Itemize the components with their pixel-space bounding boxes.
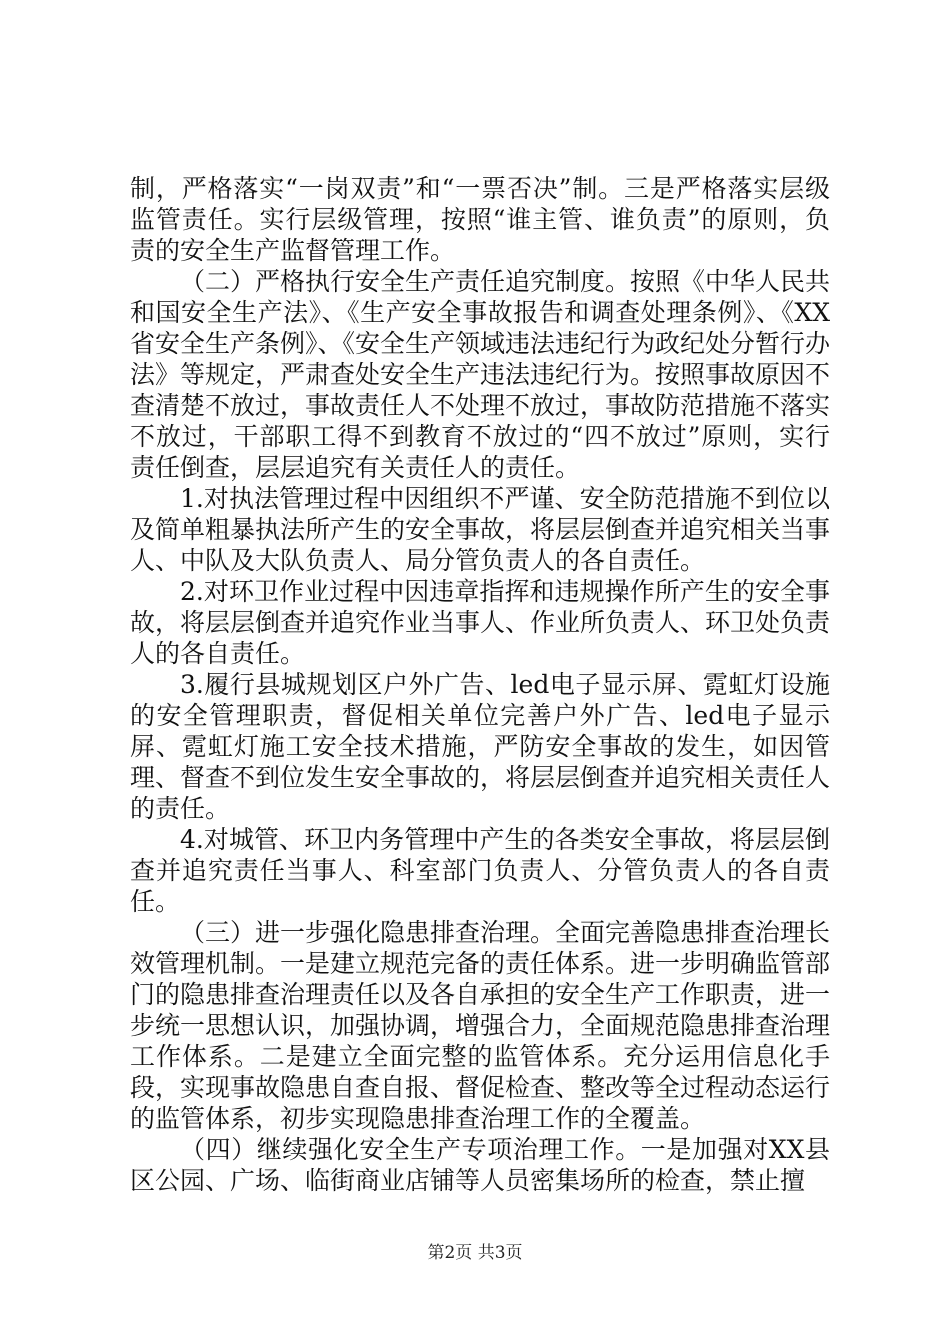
paragraph-section-2: （二）严格执行安全生产责任追究制度。按照《中华人民共和国安全生产法》、《生产安全事故报告和调查处理条例》、《XX省安全生产条例》、《安全生产领域违法违纪行为政纪处分暂行办法》等规定，严肃查处安全生产违法违纪行为。按照事故原因不查清楚不放过，事故责任人不处理不放过，事故防范措施不落实不放过，干部职工得不到教育不放过的“四不放过”原则，实行责任倒查，层层追究有关责任人的责任。 [130, 267, 831, 482]
paragraph-section-4: （四）继续强化安全生产专项治理工作。一是加强对XX县区公园、广场、临街商业店铺等人员密集场所的检查，禁止擅 [130, 1135, 830, 1195]
document-body [130, 173, 830, 1196]
paragraph-continuation: 制，严格落实“一岗双责”和“一票否决”制。三是严格落实层级监管责任。实行层级管理，按照“谁主管、谁负责”的原则，负责的安全生产监督管理工作。 [130, 174, 830, 265]
page-number-footer: 第2页 共3页 [427, 1243, 523, 1263]
paragraph-item-2: 2.对环卫作业过程中因违章指挥和违规操作所产生的安全事故，将层层倒查并追究作业当事人、作业所负责人、环卫处负责人的各自责任。 [130, 577, 831, 668]
paragraph-item-1: 1.对执法管理过程中因组织不严谨、安全防范措施不到位以及简单粗暴执法所产生的安全事故，将层层倒查并追究相关当事人、中队及大队负责人、局分管负责人的各自责任。 [130, 484, 831, 575]
paragraph-item-3: 3.履行县城规划区户外广告、led电子显示屏、霓虹灯设施的安全管理职责，督促相关单位完善户外广告、led电子显示屏、霓虹灯施工安全技术措施，严防安全事故的发生，如因管理、督查不到位发生安全事故的，将层层倒查并追究相关责任人的责任。 [130, 670, 831, 823]
paragraph-section-3: （三）进一步强化隐患排查治理。全面完善隐患排查治理长效管理机制。一是建立规范完备的责任体系。进一步明确监管部门的隐患排查治理责任以及各自承担的安全生产工作职责，进一步统一思想认识，加强协调，增强合力，全面规范隐患排查治理工作体系。二是建立全面完整的监管体系。充分运用信息化手段，实现事故隐患自查自报、督促检查、整改等全过程动态运行的监管体系，初步实现隐患排查治理工作的全覆盖。 [130, 918, 831, 1133]
paragraph-item-4: 4.对城管、环卫内务管理中产生的各类安全事故，将层层倒查并追究责任当事人、科室部门负责人、分管负责人的各自责任。 [130, 825, 830, 916]
